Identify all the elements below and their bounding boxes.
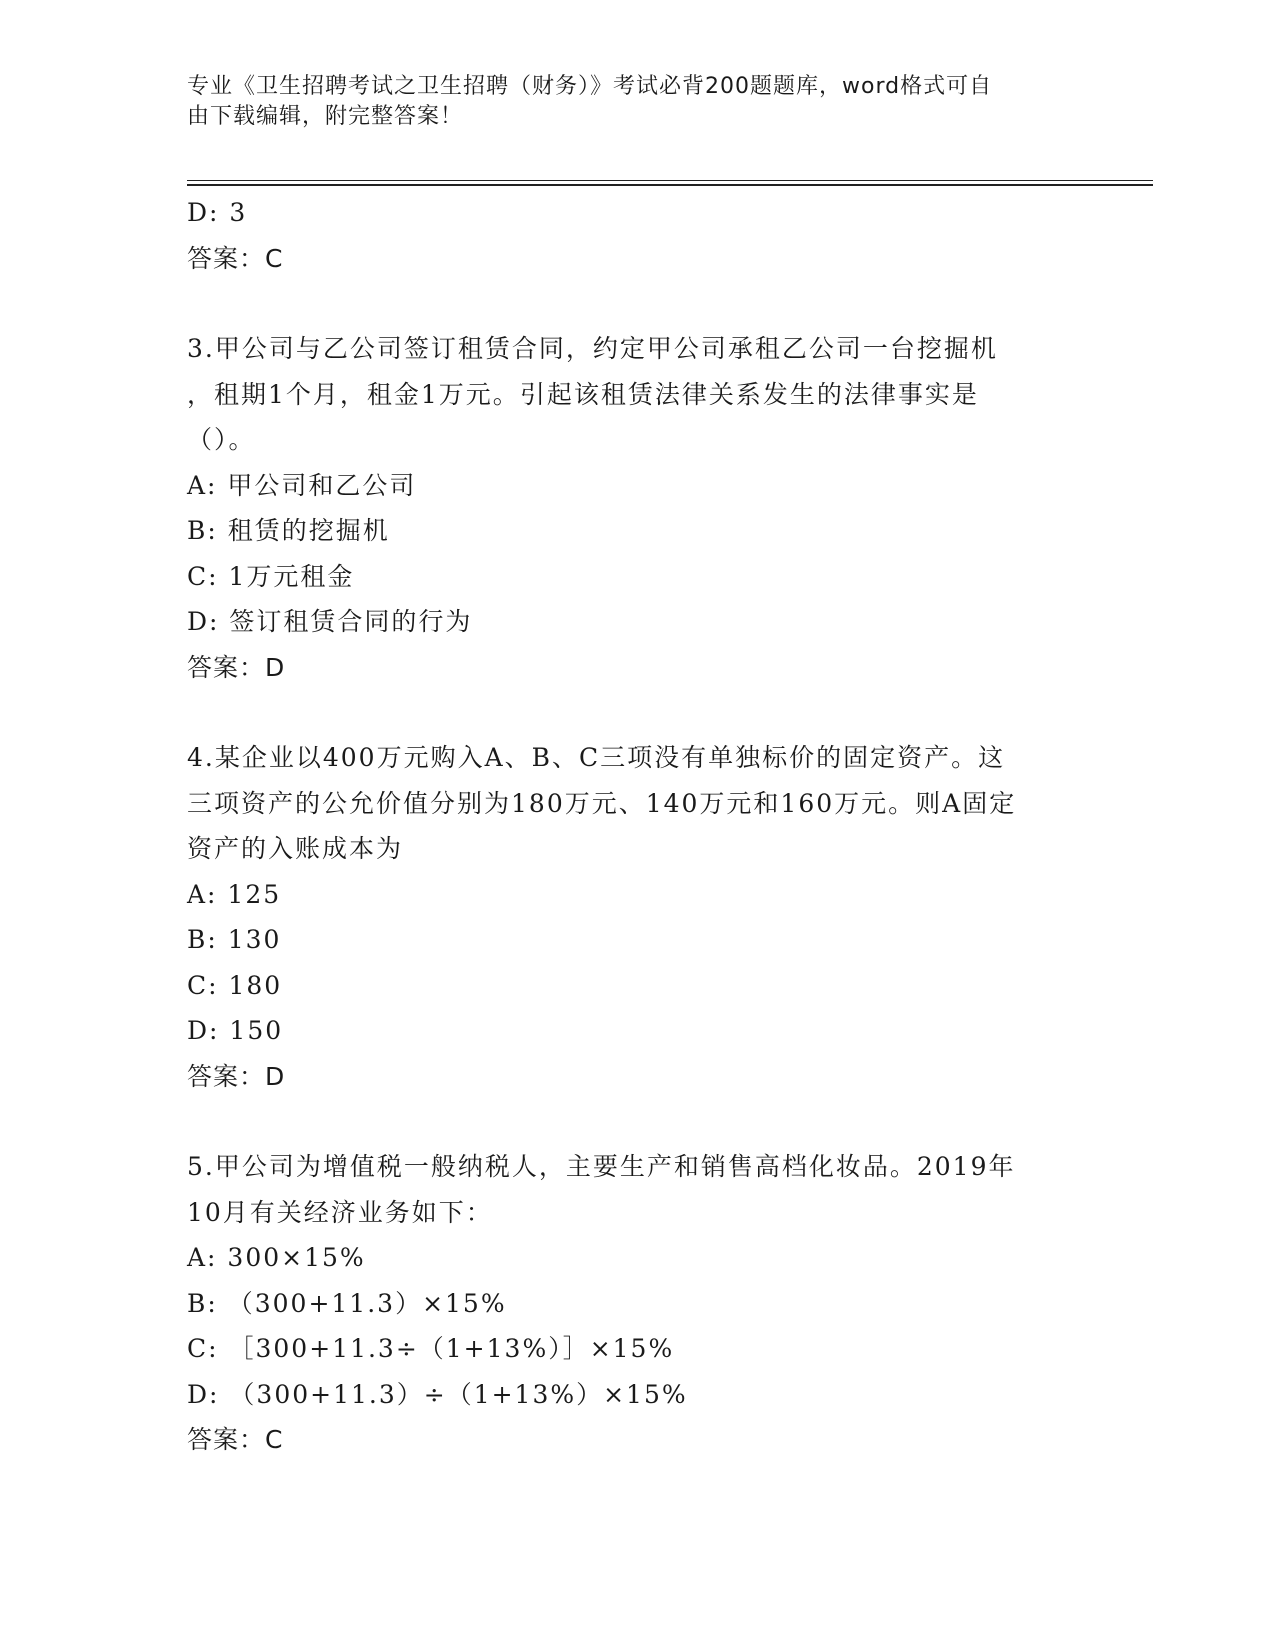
prev-answer: 答案：C <box>187 243 284 273</box>
option-a: A: 125 <box>187 879 282 909</box>
option-c: C: ［300+11.3÷（1+13%）］×15% <box>187 1334 675 1363</box>
question-text-line: 10月有关经济业务如下： <box>187 1197 493 1227</box>
option-b: B: （300+11.3）×15% <box>187 1288 507 1318</box>
option-d: D: 150 <box>187 1016 284 1045</box>
question-text-line: ，租期1个月，租金1万元。引起该租赁法律关系发生的法律事实是 <box>187 379 979 409</box>
option-c: C: 1万元租金 <box>187 561 355 591</box>
question-text-line: 5.甲公司为增值税一般纳税人，主要生产和销售高档化妆品。2019年 <box>187 1152 1016 1181</box>
answer: 答案：C <box>187 1425 284 1454</box>
answer: 答案：D <box>187 1061 286 1091</box>
option-b: B: 130 <box>187 925 282 954</box>
header-divider-thin <box>187 180 1153 181</box>
question-text-line: （）。 <box>187 425 256 454</box>
option-c: C: 180 <box>187 970 283 1000</box>
header-line-2: 由下载编辑，附完整答案！ <box>187 104 464 129</box>
answer: 答案：D <box>187 652 286 682</box>
prev-option-d: D: 3 <box>187 198 248 227</box>
option-d: D: 签订租赁合同的行为 <box>187 607 473 636</box>
question-4 <box>187 735 1087 1099</box>
question-3 <box>187 326 1087 690</box>
option-b: B: 租赁的挖掘机 <box>187 516 390 545</box>
question-5 <box>187 1144 1087 1463</box>
question-text-line: 3.甲公司与乙公司签订租赁合同，约定甲公司承租乙公司一台挖掘机 <box>187 334 998 363</box>
option-a: A: 甲公司和乙公司 <box>187 470 417 500</box>
header-line-1: 专业《卫生招聘考试之卫生招聘（财务）》考试必背200题题库，word格式可自 <box>187 74 993 99</box>
header-divider-thick <box>187 184 1153 186</box>
document-body <box>187 190 1087 1463</box>
document-header <box>187 72 1067 132</box>
option-d: D: （300+11.3）÷（1+13%）×15% <box>187 1379 688 1409</box>
question-text-line: 4.某企业以400万元购入A、B、C三项没有单独标价的固定资产。这 <box>187 743 1006 772</box>
question-text-line: 资产的入账成本为 <box>187 834 404 863</box>
question-text-line: 三项资产的公允价值分别为180万元、140万元和160万元。则A固定 <box>187 788 1017 818</box>
option-a: A: 300×15% <box>187 1243 366 1272</box>
